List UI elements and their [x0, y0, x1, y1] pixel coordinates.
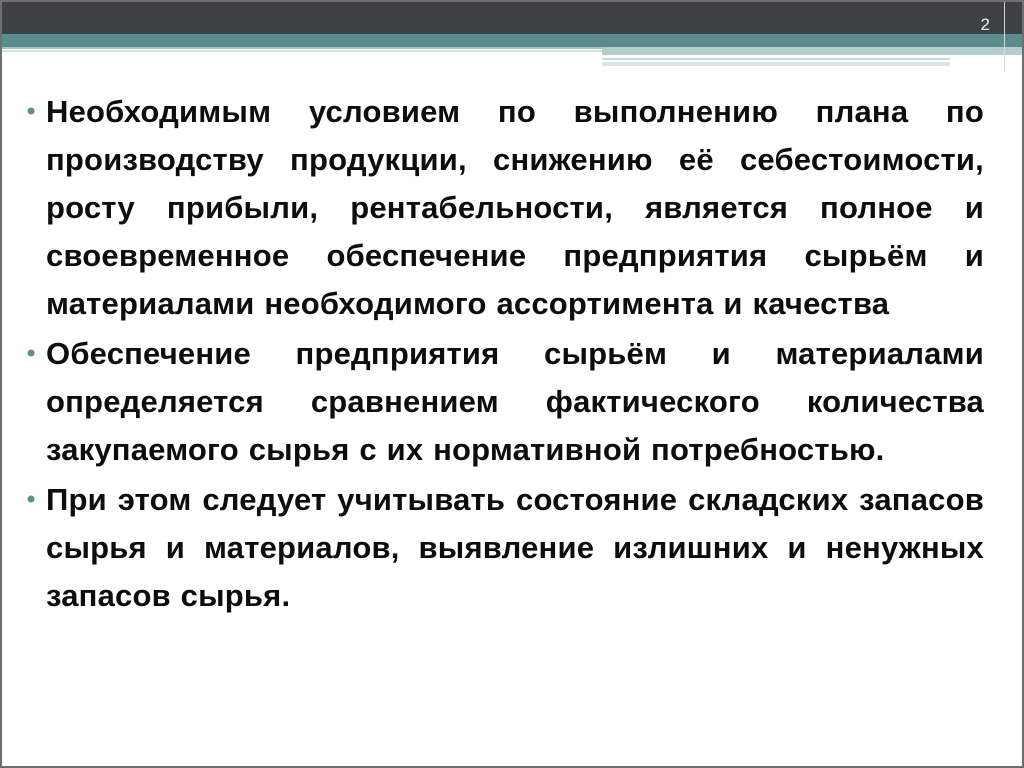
- bullet-item: [24, 330, 984, 474]
- slide-content: [24, 88, 984, 622]
- slide-edge-rule: [1004, 2, 1005, 72]
- slide-header-line: [602, 62, 950, 66]
- slide-number: 2: [980, 15, 990, 34]
- bullet-dot-icon: •: [24, 340, 39, 368]
- slide-header-line: [2, 50, 602, 52]
- slide-header-line: [602, 47, 1024, 55]
- bullet-text: При этом следует учитывать состояние складских запасов сырья и материалов, выявление излишних и ненужных запасов сырья.: [46, 482, 984, 613]
- slide-header-line: [602, 58, 950, 60]
- slide-header-accent: [2, 34, 1024, 47]
- bullet-item: [24, 88, 984, 328]
- bullet-dot-icon: •: [24, 98, 39, 126]
- bullet-text: Обеспечение предприятия сырьём и материалами определяется сравнением фактического количества закупаемого сырья с их нормативной потребностью.: [46, 336, 984, 467]
- slide-header-line: [2, 47, 602, 49]
- bullet-text: Необходимым условием по выполнению плана по производству продукции, снижению её себестоимости, росту прибыли, рентабельности, является полное и своевременное обеспечение предприятия сырьём и материалами необходимого ассортимента и качества: [46, 94, 984, 321]
- slide-header-band: [2, 2, 1024, 34]
- bullet-item: [24, 476, 984, 620]
- bullet-dot-icon: •: [24, 486, 39, 514]
